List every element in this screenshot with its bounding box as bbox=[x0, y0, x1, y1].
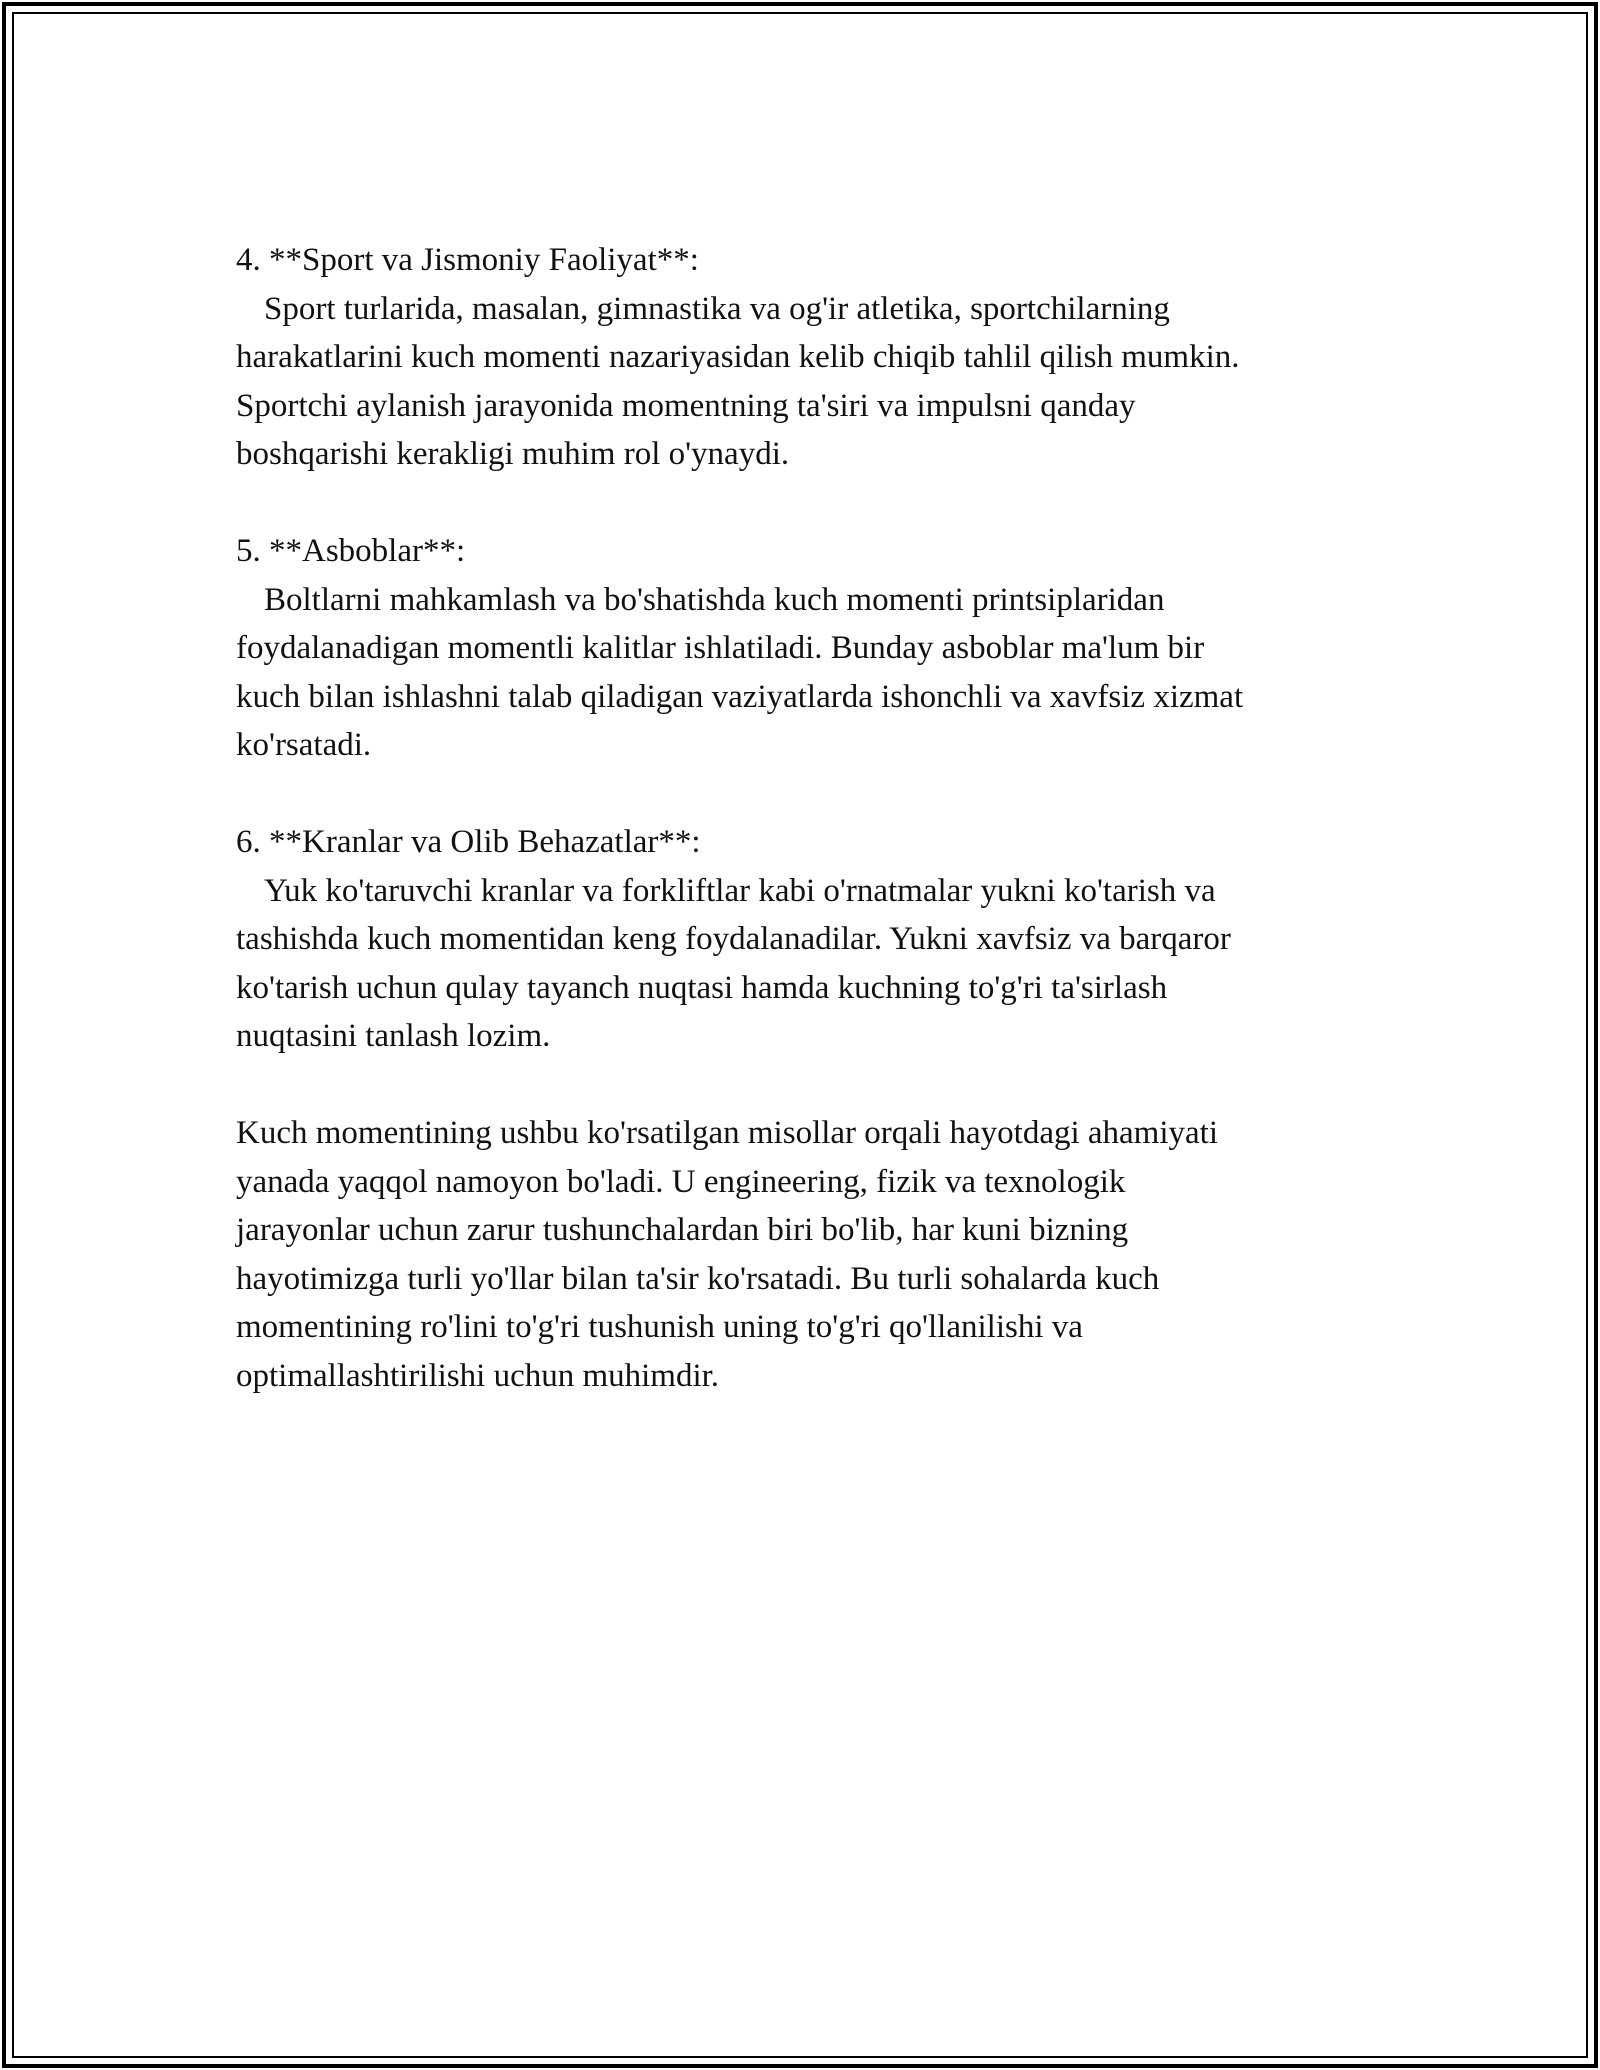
section-heading: 4. **Sport va Jismoniy Faoliyat**: bbox=[236, 242, 699, 278]
section-line: Sportchi aylanish jarayonida momentning ta'siri va impulsni qanday bbox=[236, 387, 1136, 424]
section-line: foydalanadigan momentli kalitlar ishlatiladi. Bunday asboblar ma'lum bir bbox=[236, 630, 1205, 666]
section-line: Yuk ko'taruvchi kranlar va forkliftlar kabi o'rnatmalar yukni ko'tarish va bbox=[264, 872, 1216, 909]
conclusion-line: optimallashtirilishi uchun muhimdir. bbox=[236, 1357, 720, 1394]
section-tools bbox=[236, 527, 1376, 770]
section-heading: 6. **Kranlar va Olib Behazatlar**: bbox=[236, 824, 701, 860]
section-cranes bbox=[236, 818, 1376, 1061]
section-line: boshqarishi kerakligi muhim rol o'ynaydi. bbox=[236, 436, 790, 472]
document-body bbox=[236, 236, 1376, 1449]
section-line: Boltlarni mahkamlash va bo'shatishda kuch momenti printsiplaridan bbox=[264, 581, 1165, 618]
section-line: ko'tarish uchun qulay tayanch nuqtasi hamda kuchning to'g'ri ta'sirlash bbox=[236, 969, 1168, 1006]
conclusion-line: yanada yaqqol namoyon bo'ladi. U engineering, fizik va texnologik bbox=[236, 1163, 1126, 1200]
section-line: tashishda kuch momentidan keng foydalanadilar. Yukni xavfsiz va barqaror bbox=[236, 921, 1231, 957]
section-heading: 5. **Asboblar**: bbox=[236, 533, 466, 569]
section-line: Sport turlarida, masalan, gimnastika va og'ir atletika, sportchilarning bbox=[264, 290, 1170, 327]
section-line: harakatlarini kuch momenti nazariyasidan kelib chiqib tahlil qilish mumkin. bbox=[236, 339, 1240, 375]
section-line: ko'rsatadi. bbox=[236, 727, 372, 763]
conclusion-line: Kuch momentining ushbu ko'rsatilgan misollar orqali hayotdagi ahamiyati bbox=[236, 1115, 1219, 1151]
section-line: nuqtasini tanlash lozim. bbox=[236, 1018, 551, 1054]
conclusion-line: momentining ro'lini to'g'ri tushunish uning to'g'ri qo'llanilishi va bbox=[236, 1309, 1083, 1345]
conclusion-line: hayotimizga turli yo'llar bilan ta'sir ko'rsatadi. Bu turli sohalarda kuch bbox=[236, 1260, 1160, 1297]
section-line: kuch bilan ishlashni talab qiladigan vaziyatlarda ishonchli va xavfsiz xizmat bbox=[236, 678, 1244, 715]
section-sport bbox=[236, 236, 1376, 479]
conclusion-paragraph bbox=[236, 1109, 1376, 1400]
conclusion-line: jarayonlar uchun zarur tushunchalardan biri bo'lib, har kuni bizning bbox=[236, 1212, 1129, 1248]
